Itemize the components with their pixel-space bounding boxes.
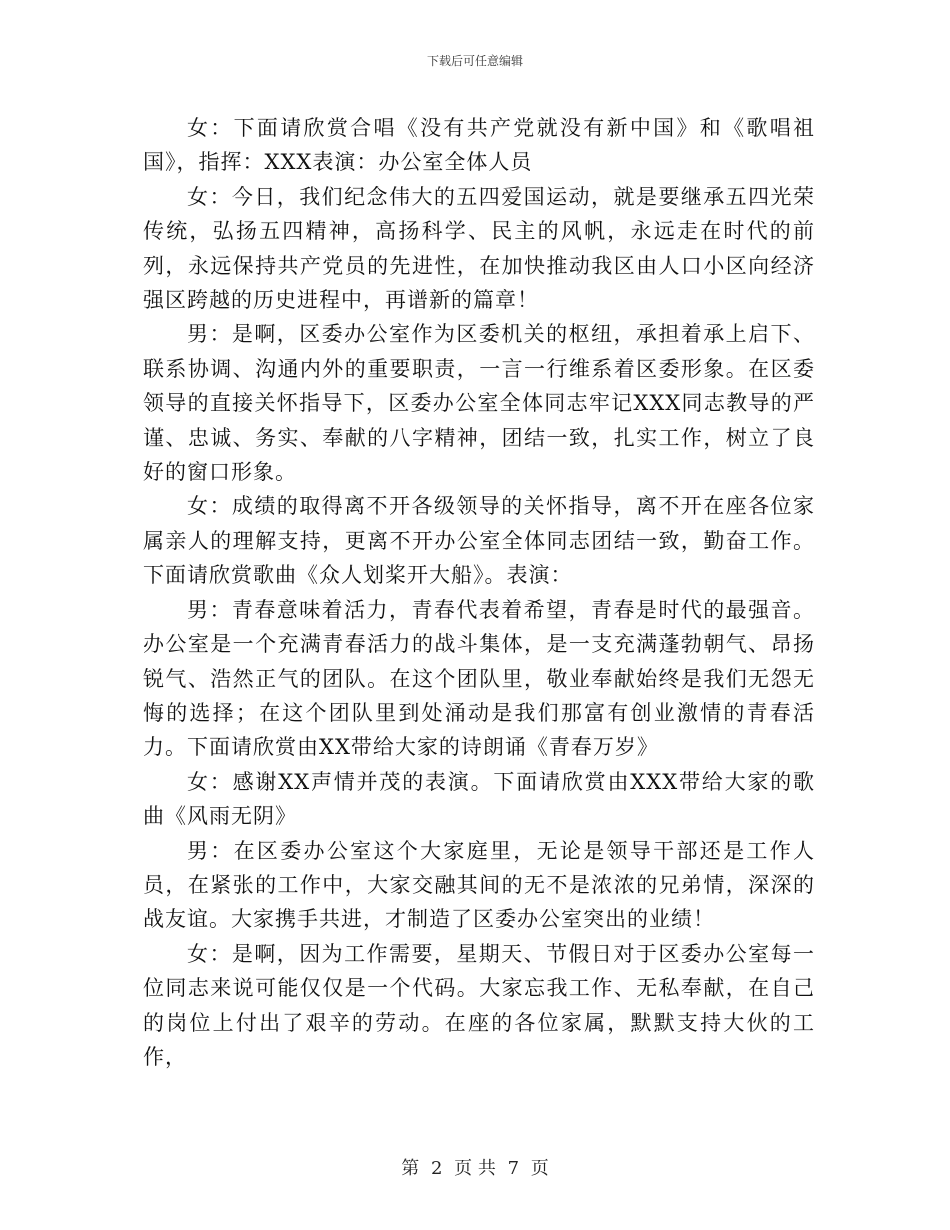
total-page-number: 7 bbox=[507, 1158, 520, 1179]
paragraph: 女：成绩的取得离不开各级领导的关怀指导，离不开在座各位家属亲人的理解支持，更离不开办公室全体同志团结一致，勤奋工作。下面请欣赏歌曲《众人划桨开大船》。表演： bbox=[143, 494, 815, 588]
paragraph: 女：今日，我们纪念伟大的五四爱国运动，就是要继承五四光荣传统，弘扬五四精神，高扬科学、民主的风帆，永远走在时代的前列，永远保持共产党员的先进性，在加快推动我区由人口小区向经济强区跨越的历史进程中，再谱新的篇章！ bbox=[143, 184, 815, 313]
document-body bbox=[143, 111, 815, 1074]
paragraph: 女：是啊，因为工作需要，星期天、节假日对于区委办公室每一位同志来说可能仅仅是一个代码。大家忘我工作、无私奉献，在自己的岗位上付出了艰辛的劳动。在座的各位家属，默默支持大伙的工作， bbox=[143, 941, 815, 1069]
page-header: 下载后可任意编辑 bbox=[426, 54, 523, 68]
footer-prefix: 第 bbox=[401, 1158, 420, 1179]
footer-suffix: 页 bbox=[530, 1158, 549, 1179]
footer-middle: 页 共 bbox=[454, 1158, 496, 1179]
paragraph: 女：感谢XX声情并茂的表演。下面请欣赏由XXX带给大家的歌曲《风雨无阴》 bbox=[143, 769, 815, 829]
paragraph: 男：是啊，区委办公室作为区委机关的枢纽，承担着承上启下、联系协调、沟通内外的重要职责，一言一行维系着区委形象。在区委领导的直接关怀指导下，区委办公室全体同志牢记XXX同志教导的严谨、忠诚、务实、奉献的八字精神，团结一致，扎实工作，树立了良好的窗口形象。 bbox=[143, 322, 815, 485]
paragraph: 男：青春意味着活力，青春代表着希望，青春是时代的最强音。办公室是一个充满青春活力的战斗集体，是一支充满蓬勃朝气、昂扬锐气、浩然正气的团队。在这个团队里，敬业奉献始终是我们无怨无悔的选择；在这个团队里到处涌动是我们那富有创业激情的青春活力。下面请欣赏由XX带给大家的诗朗诵《青春万岁》 bbox=[143, 597, 815, 760]
current-page-number: 2 bbox=[430, 1158, 443, 1179]
paragraph: 女：下面请欣赏合唱《没有共产党就没有新中国》和《歌唱祖国》，指挥：XXX表演：办公室全体人员 bbox=[143, 116, 815, 175]
paragraph: 男：在区委办公室这个大家庭里，无论是领导干部还是工作人员，在紧张的工作中，大家交融其间的无不是浓浓的兄弟情，深深的战友谊。大家携手共进，才制造了区委办公室突出的业绩！ bbox=[143, 838, 815, 932]
page-footer bbox=[0, 1154, 950, 1180]
